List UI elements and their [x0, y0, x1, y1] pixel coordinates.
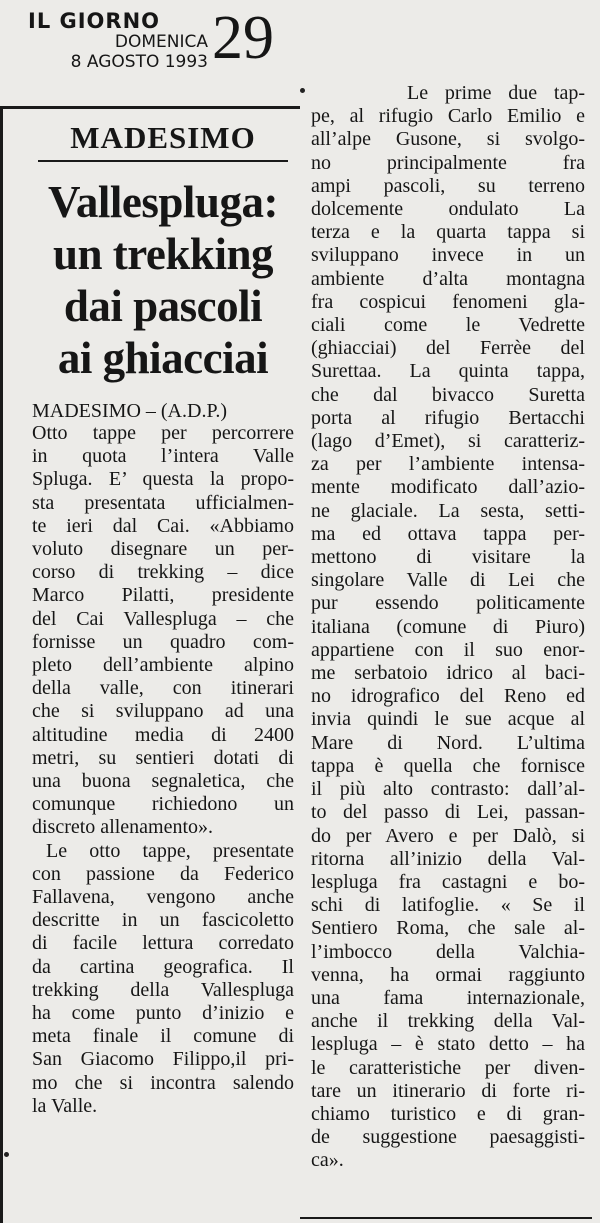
text-line: all’alpe Gusone, si svolgo-	[311, 128, 585, 151]
text-line: altitudine media di 2400	[32, 723, 294, 746]
article-column-left	[32, 120, 294, 1118]
section-kicker: MADESIMO	[38, 120, 288, 162]
text-line: ca».	[311, 1149, 344, 1172]
text-line: ciali come le Vedrette	[311, 314, 585, 337]
text-line: to del passo di Lei, passan-	[311, 801, 585, 824]
text-line: Marco Pilatti, presidente	[32, 584, 294, 607]
text-line: della valle, con itinerari	[32, 677, 294, 700]
text-line: no principalmente fra	[311, 151, 585, 174]
print-speck	[4, 1152, 9, 1157]
headline-line: un trekking	[52, 229, 273, 279]
issue-date: 8 AGOSTO 1993	[70, 52, 208, 72]
text-line: anche il trekking della Val-	[311, 1010, 585, 1033]
article-headline	[32, 176, 294, 384]
text-line: mo che si incontra salendo	[32, 1071, 294, 1094]
text-line: una buona segnaletica, che	[32, 770, 294, 793]
text-line: meta finale il comune di	[32, 1025, 294, 1048]
body-text	[311, 82, 585, 1173]
weekday: DOMENICA	[114, 32, 208, 52]
frame-left-rule	[0, 106, 3, 1223]
headline-line: dai pascoli	[63, 281, 263, 331]
text-line: mente modificato dall’azio-	[311, 476, 585, 499]
text-line: descritte in un fascicoletto	[32, 909, 294, 932]
text-line: no idrografico del Reno ed	[311, 685, 585, 708]
text-line: ha come punto d’inizio e	[32, 1002, 294, 1025]
text-line: chiamo turistico e di gran-	[311, 1102, 585, 1125]
text-line: me serbatoio idrico al baci-	[311, 662, 585, 685]
text-line: venna, ha ormai raggiunto	[311, 963, 585, 986]
text-line: trekking della Vallespluga	[32, 978, 294, 1001]
text-line: lespluga – è stato detto – ha	[311, 1033, 585, 1056]
text-line: ampi pascoli, su terreno	[311, 174, 585, 197]
masthead	[28, 10, 208, 72]
text-line: tare un itinerario di forte ri-	[311, 1079, 585, 1102]
text-line: Spluga. E’ questa la propo-	[32, 468, 294, 491]
text-line: metri, su sentieri dotati di	[32, 746, 294, 769]
text-line: pe, al rifugio Carlo Emilio e	[311, 105, 585, 128]
text-line: fornisse un quadro com-	[32, 630, 294, 653]
dateline: MADESIMO – (A.D.P.)	[32, 400, 228, 422]
print-speck	[300, 88, 305, 93]
text-line: invia quindi le sue acque al	[311, 708, 585, 731]
text-line: pleto dell’ambiente alpino	[32, 654, 294, 677]
text-line: corso di trekking – dice	[32, 561, 294, 584]
text-line: di facile lettura corredato	[32, 932, 294, 955]
text-line: in quota l’intera Valle	[32, 445, 294, 468]
article-column-right	[311, 82, 585, 1173]
text-line: italiana (comune di Piuro)	[311, 615, 585, 638]
text-line: discreto allenamento».	[32, 816, 214, 839]
text-line: ambiente d’alta montagna	[311, 267, 585, 290]
text-line: Le prime due tap-	[407, 82, 585, 104]
text-line: lespluga fra castagni e bo-	[311, 870, 585, 893]
text-line: ne glaciale. La sesta, setti-	[311, 499, 585, 522]
text-line: (lago d’Emet), si caratteriz-	[311, 430, 585, 453]
text-line: comunque richiedono un	[32, 793, 294, 816]
text-line: il più alto contrasto: dall’al-	[311, 778, 585, 801]
text-line: che dal bivacco Suretta	[311, 383, 585, 406]
text-line: Fallavena, vengono anche	[32, 886, 294, 909]
text-line: con passione da Federico	[32, 862, 294, 885]
frame-bottom-rule	[300, 1217, 592, 1219]
text-line: appartiene con il suo enor-	[311, 638, 585, 661]
text-line: ma ed ottava tappa per-	[311, 522, 585, 545]
text-line: tappa è quella che fornisce	[311, 754, 585, 777]
text-line: pur essendo politicamente	[311, 592, 585, 615]
text-line: Mare di Nord. L’ultima	[311, 731, 585, 754]
text-line: porta al rifugio Bertacchi	[311, 406, 585, 429]
headline-line: Vallespluga:	[48, 177, 278, 227]
page-number: 29	[212, 4, 274, 72]
text-line: singolare Valle di Lei che	[311, 569, 585, 592]
text-line: Otto tappe per percorrere	[32, 422, 294, 444]
text-line: del Cai Vallespluga – che	[32, 607, 294, 630]
text-line: do per Avero e per Dalò, si	[311, 824, 585, 847]
body-text	[32, 422, 294, 1118]
text-line: voluto disegnare un per-	[32, 538, 294, 561]
text-line: za per l’ambiente intensa-	[311, 453, 585, 476]
text-line: de suggestione paesaggisti-	[311, 1126, 585, 1149]
text-line: Le otto tappe, presentate	[46, 839, 294, 862]
text-line: le caratteristiche per diven-	[311, 1056, 585, 1079]
frame-top-rule	[0, 106, 300, 109]
text-line: schi di latifoglie. « Se il	[311, 894, 585, 917]
text-line: l’imbocco della Valchia-	[311, 940, 585, 963]
headline-line: ai ghiacciai	[57, 333, 269, 383]
text-line: (ghiacciai) del Ferrèe del	[311, 337, 585, 360]
newspaper-name: IL GIORNO	[28, 9, 161, 33]
text-line: Sentiero Roma, che sale al-	[311, 917, 585, 940]
text-line: sviluppano invece in un	[311, 244, 585, 267]
text-line: te ieri dal Cai. «Abbiamo	[32, 514, 294, 537]
text-line: una fama internazionale,	[311, 986, 585, 1009]
text-line: mettono di visitare la	[311, 546, 585, 569]
text-line: che si sviluppano ad una	[32, 700, 294, 723]
text-line: dolcemente ondulato La	[311, 198, 585, 221]
text-line: ritorna all’inizio della Val-	[311, 847, 585, 870]
text-line: sta presentata ufficialmen-	[32, 491, 294, 514]
text-line: la Valle.	[32, 1094, 98, 1117]
text-line: terza e la quarta tappa si	[311, 221, 585, 244]
text-line: Surettaa. La quinta tappa,	[311, 360, 585, 383]
text-line: fra cospicui fenomeni gla-	[311, 290, 585, 313]
text-line: da cartina geografica. Il	[32, 955, 294, 978]
text-line: San Giacomo Filippo,il pri-	[32, 1048, 294, 1071]
